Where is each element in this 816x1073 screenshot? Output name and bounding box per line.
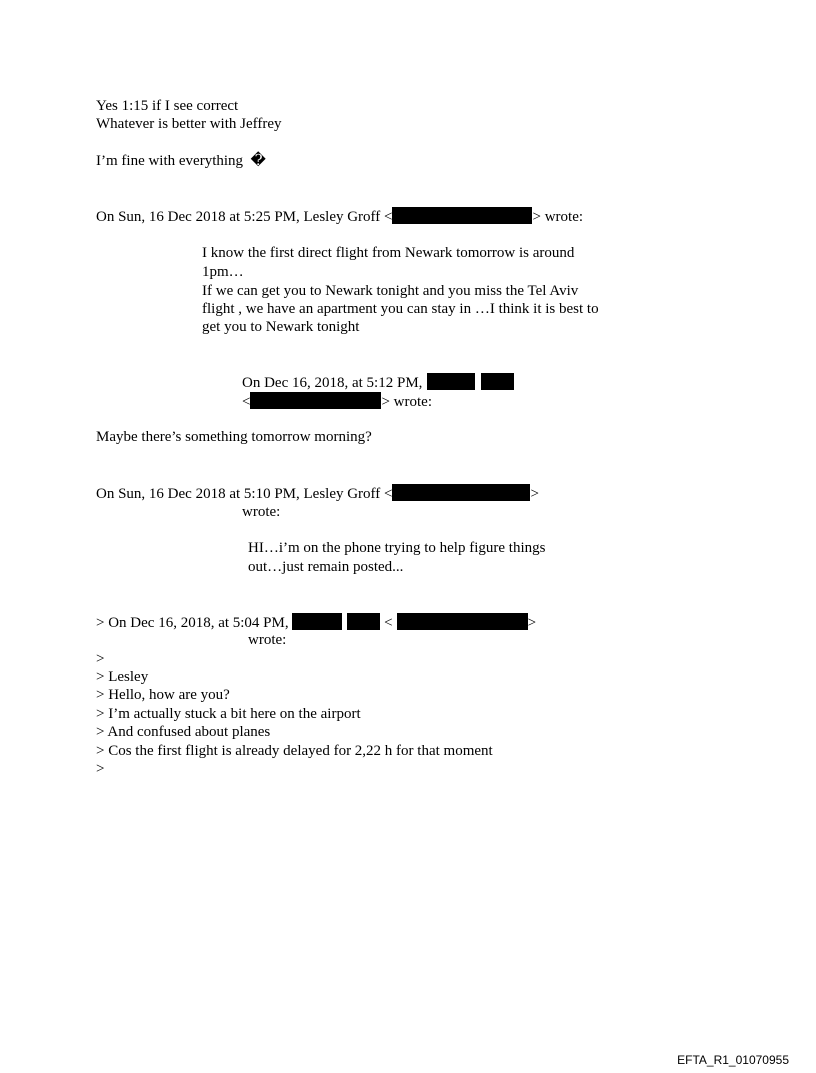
email-header — [242, 392, 432, 411]
body-line: out…just remain posted... — [248, 559, 404, 575]
header-text: wrote: — [248, 632, 287, 648]
bates-number: EFTA_R1_01070955 — [677, 1053, 789, 1067]
redaction-bar — [347, 613, 380, 630]
header-text: > wrote: — [381, 394, 432, 410]
body-line: get you to Newark tonight — [202, 319, 360, 335]
header-text: On Sun, 16 Dec 2018 at 5:25 PM, Lesley Groff < — [96, 209, 393, 225]
redaction-bar — [427, 373, 475, 390]
email-header — [96, 613, 536, 632]
reply-line — [96, 152, 266, 170]
body-line: If we can get you to Newark tonight and you miss the Tel Aviv — [202, 283, 579, 299]
quoted-line: > Cos the first flight is already delayed for 2,22 h for that moment — [96, 743, 493, 759]
email-header — [96, 207, 583, 226]
header-text: On Sun, 16 Dec 2018 at 5:10 PM, Lesley Groff < — [96, 486, 393, 502]
header-text: > — [527, 615, 537, 631]
header-text: > — [530, 486, 539, 502]
redaction-bar — [250, 392, 381, 409]
body-line: HI…i’m on the phone trying to help figure things — [248, 540, 546, 556]
header-text: On Dec 16, 2018, at 5:12 PM, — [242, 375, 423, 391]
header-text: < — [384, 615, 393, 631]
replacement-glyph: � — [250, 153, 266, 169]
quoted-line: > And confused about planes — [96, 724, 271, 740]
email-header — [242, 373, 514, 392]
quoted-line: > Hello, how are you? — [96, 687, 230, 703]
body-line: Maybe there’s something tomorrow morning? — [96, 429, 372, 445]
header-text: < — [242, 394, 251, 410]
body-line: 1pm… — [202, 264, 244, 280]
redaction-bar — [392, 484, 530, 501]
quoted-line: > I’m actually stuck a bit here on the airport — [96, 706, 361, 722]
quoted-line: > — [96, 651, 105, 667]
header-text: > On Dec 16, 2018, at 5:04 PM, — [96, 615, 289, 631]
body-line: flight , we have an apartment you can stay in …I think it is best to — [202, 301, 599, 317]
redaction-bar — [397, 613, 528, 630]
email-header — [96, 484, 539, 503]
quoted-line: > — [96, 761, 105, 777]
reply-text: I’m fine with everything — [96, 153, 244, 169]
redaction-bar — [292, 613, 342, 630]
quoted-line: > Lesley — [96, 669, 149, 685]
header-text: > wrote: — [532, 209, 584, 225]
redaction-bar — [392, 207, 532, 224]
body-line: I know the first direct flight from Newark tomorrow is around — [202, 245, 575, 261]
reply-line: Yes 1:15 if I see correct — [96, 98, 239, 114]
redaction-bar — [481, 373, 514, 390]
reply-line: Whatever is better with Jeffrey — [96, 116, 282, 132]
header-text: wrote: — [242, 504, 281, 520]
